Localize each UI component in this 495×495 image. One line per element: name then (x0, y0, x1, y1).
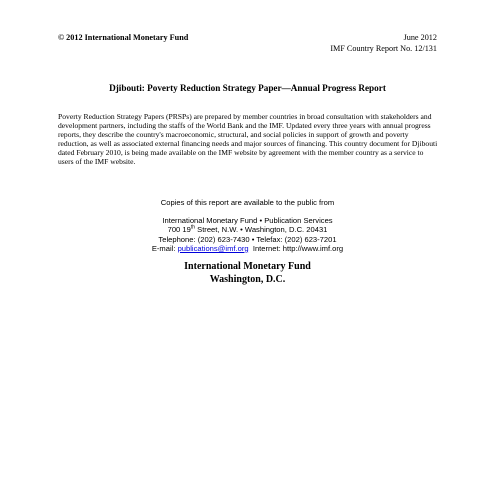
report-number: IMF Country Report No. 12/131 (330, 43, 437, 53)
address-street: Street, N.W. • Washington, D.C. 20431 (195, 225, 328, 235)
publisher-block (0, 216, 495, 253)
address-suffix: th (190, 224, 196, 231)
availability-note: Copies of this report are available to the public from (160, 198, 335, 207)
publisher-phone: Telephone: (202) 623-7430 • Telefax: (202) 623-7201 (158, 234, 337, 244)
copyright-notice: © 2012 International Monetary Fund (58, 33, 189, 42)
publisher-name: International Monetary Fund • Publication Services (162, 216, 333, 225)
internet-address: Internet: http://www.imf.org (248, 243, 344, 253)
document-title: Djibouti: Poverty Reduction Strategy Paper—Annual Progress Report (109, 83, 386, 93)
report-date: June 2012 (403, 33, 437, 42)
publisher-address (0, 225, 495, 234)
email-link[interactable]: publications@imf.org (177, 243, 249, 253)
address-number: 700 19 (167, 225, 191, 235)
publisher-footer (0, 261, 495, 286)
abstract-paragraph: Poverty Reduction Strategy Papers (PRSPs) are prepared by member countries in broad consultation with stakeholders and development partners, including the staffs of the World Bank and the IMF. Updated every three years with annual progress reports, they describe the country's macroeconomic, structural, and social policies in support of growth and poverty reduction, as well as associated external financing needs and major sources of financing. This country document for Djibouti dated February 2010, is being made available on the IMF website by agreement with the member country as a service to users of the IMF website. (58, 112, 438, 166)
footer-org: International Monetary Fund (184, 261, 311, 272)
publisher-contact (0, 244, 495, 253)
email-label: E-mail: (151, 243, 178, 253)
footer-city: Washington, D.C. (209, 273, 286, 285)
report-meta (330, 33, 437, 54)
